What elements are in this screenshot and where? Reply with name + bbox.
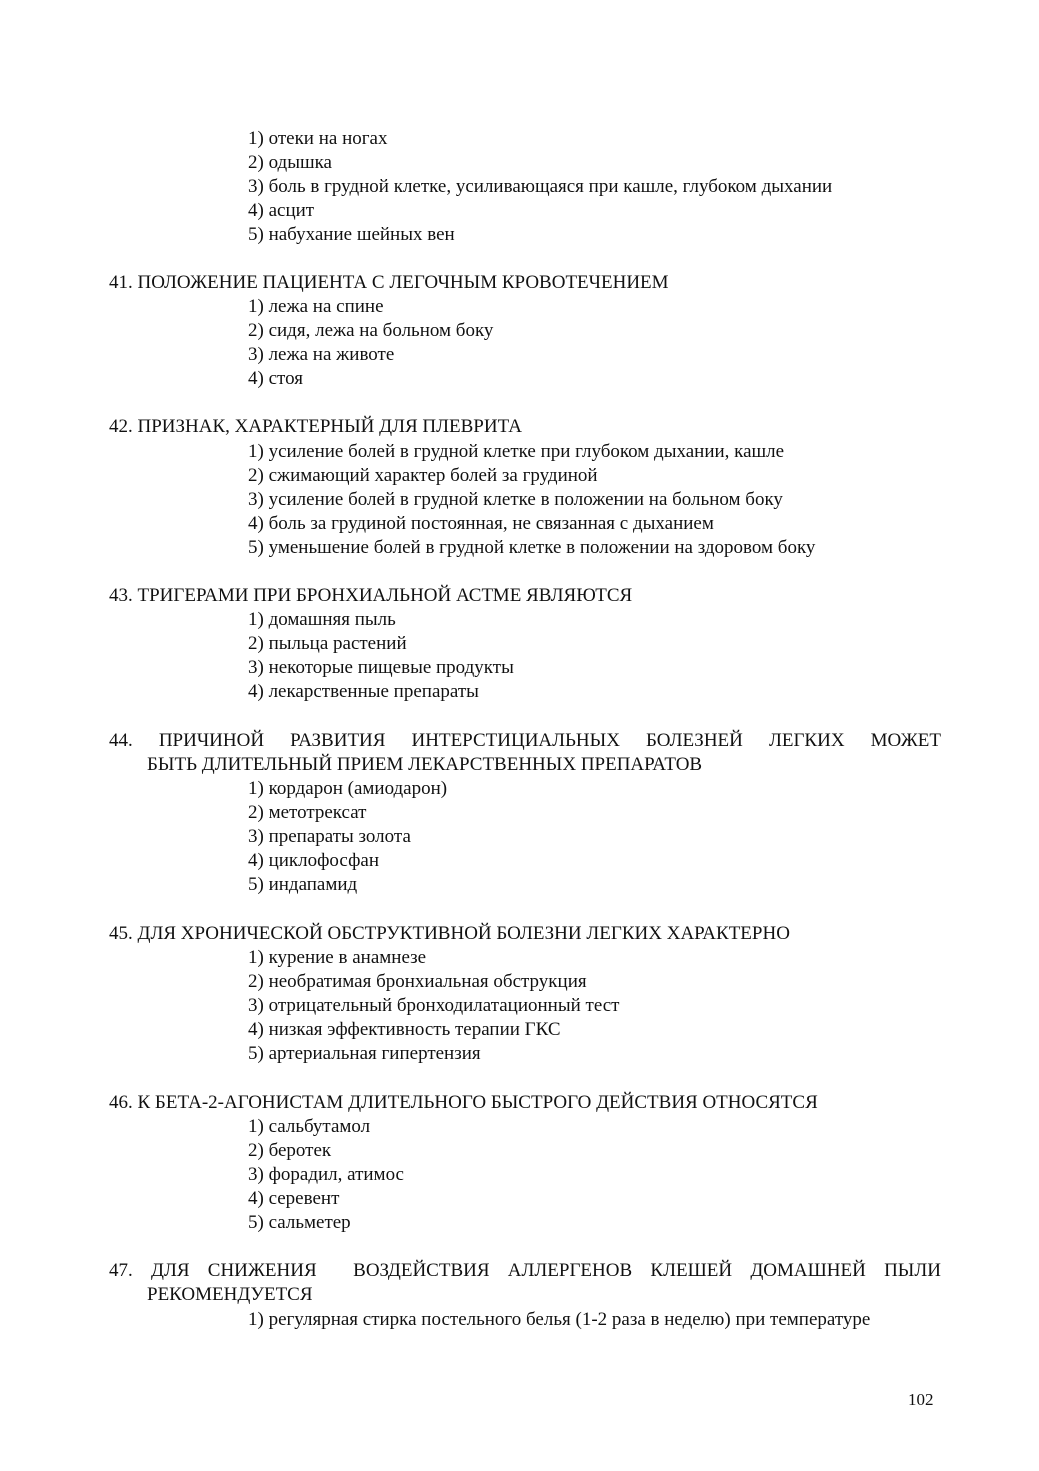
list-item: 1) лежа на спине <box>248 296 384 317</box>
list-item: 1) усиление болей в грудной клетке при глубоком дыхании, кашле <box>248 441 785 462</box>
question-title: 45. ДЛЯ ХРОНИЧЕСКОЙ ОБСТРУКТИВНОЙ БОЛЕЗНИ ЛЕГКИХ ХАРАКТЕРНО <box>109 923 790 944</box>
list-item: 4) асцит <box>248 200 315 221</box>
list-item: 5) индапамид <box>248 874 358 895</box>
list-item: 2) одышка <box>248 152 332 173</box>
list-item: 1) регулярная стирка постельного белья (1-2 раза в неделю) при температуре <box>248 1309 871 1330</box>
list-item: 2) сидя, лежа на больном боку <box>248 320 494 341</box>
list-item: 3) лежа на животе <box>248 344 395 365</box>
question-title: 46. К БЕТА-2-АГОНИСТАМ ДЛИТЕЛЬНОГО БЫСТРОГО ДЕЙСТВИЯ ОТНОСЯТСЯ <box>109 1092 818 1113</box>
question-title: 42. ПРИЗНАК, ХАРАКТЕРНЫЙ ДЛЯ ПЛЕВРИТА <box>109 416 522 437</box>
list-item: 3) отрицательный бронходилатационный тест <box>248 995 620 1016</box>
list-item: 1) курение в анамнезе <box>248 947 427 968</box>
list-item: 2) необратимая бронхиальная обструкция <box>248 971 587 992</box>
list-item: 4) циклофосфан <box>248 850 379 871</box>
question-title: 43. ТРИГЕРАМИ ПРИ БРОНХИАЛЬНОЙ АСТМЕ ЯВЛЯЮТСЯ <box>109 585 633 606</box>
list-item: 4) стоя <box>248 368 303 389</box>
list-item: 5) набухание шейных вен <box>248 224 455 245</box>
list-item: 3) усиление болей в грудной клетке в положении на больном боку <box>248 489 783 510</box>
list-item: 3) боль в грудной клетке, усиливающаяся при кашле, глубоком дыхании <box>248 176 833 197</box>
question-title: 47. ДЛЯ СНИЖЕНИЯ ВОЗДЕЙСТВИЯ АЛЛЕРГЕНОВ КЛЕШЕЙ ДОМАШНЕЙ ПЫЛИ <box>109 1260 941 1281</box>
list-item: 1) домашняя пыль <box>248 609 396 630</box>
list-item: 2) беротек <box>248 1140 332 1161</box>
list-item: 3) препараты золота <box>248 826 411 847</box>
list-item: 4) низкая эффективность терапии ГКС <box>248 1019 561 1040</box>
list-item: 4) лекарственные препараты <box>248 681 479 702</box>
question-title-continued: БЫТЬ ДЛИТЕЛЬНЫЙ ПРИЕМ ЛЕКАРСТВЕННЫХ ПРЕПАРАТОВ <box>147 754 703 775</box>
question-title: 44. ПРИЧИНОЙ РАЗВИТИЯ ИНТЕРСТИЦИАЛЬНЫХ БОЛЕЗНЕЙ ЛЕГКИХ МОЖЕТ <box>109 730 941 751</box>
list-item: 5) уменьшение болей в грудной клетке в положении на здоровом боку <box>248 537 816 558</box>
list-item: 3) некоторые пищевые продукты <box>248 657 514 678</box>
question-title: 41. ПОЛОЖЕНИЕ ПАЦИЕНТА С ЛЕГОЧНЫМ КРОВОТЕЧЕНИЕМ <box>109 272 669 293</box>
list-item: 2) метотрексат <box>248 802 367 823</box>
list-item: 2) пыльца растений <box>248 633 407 654</box>
list-item: 1) кордарон (амиодарон) <box>248 778 448 799</box>
list-item: 4) боль за грудиной постоянная, не связанная с дыханием <box>248 513 714 534</box>
list-item: 5) сальметер <box>248 1212 351 1233</box>
list-item: 2) сжимающий характер болей за грудиной <box>248 465 598 486</box>
list-item: 3) форадил, атимос <box>248 1164 404 1185</box>
list-item: 1) сальбутамол <box>248 1116 371 1137</box>
question-title-continued: РЕКОМЕНДУЕТСЯ <box>147 1284 313 1305</box>
page-number: 102 <box>908 1390 934 1409</box>
list-item: 1) отеки на ногах <box>248 128 388 149</box>
list-item: 4) серевент <box>248 1188 340 1209</box>
list-item: 5) артериальная гипертензия <box>248 1043 481 1064</box>
